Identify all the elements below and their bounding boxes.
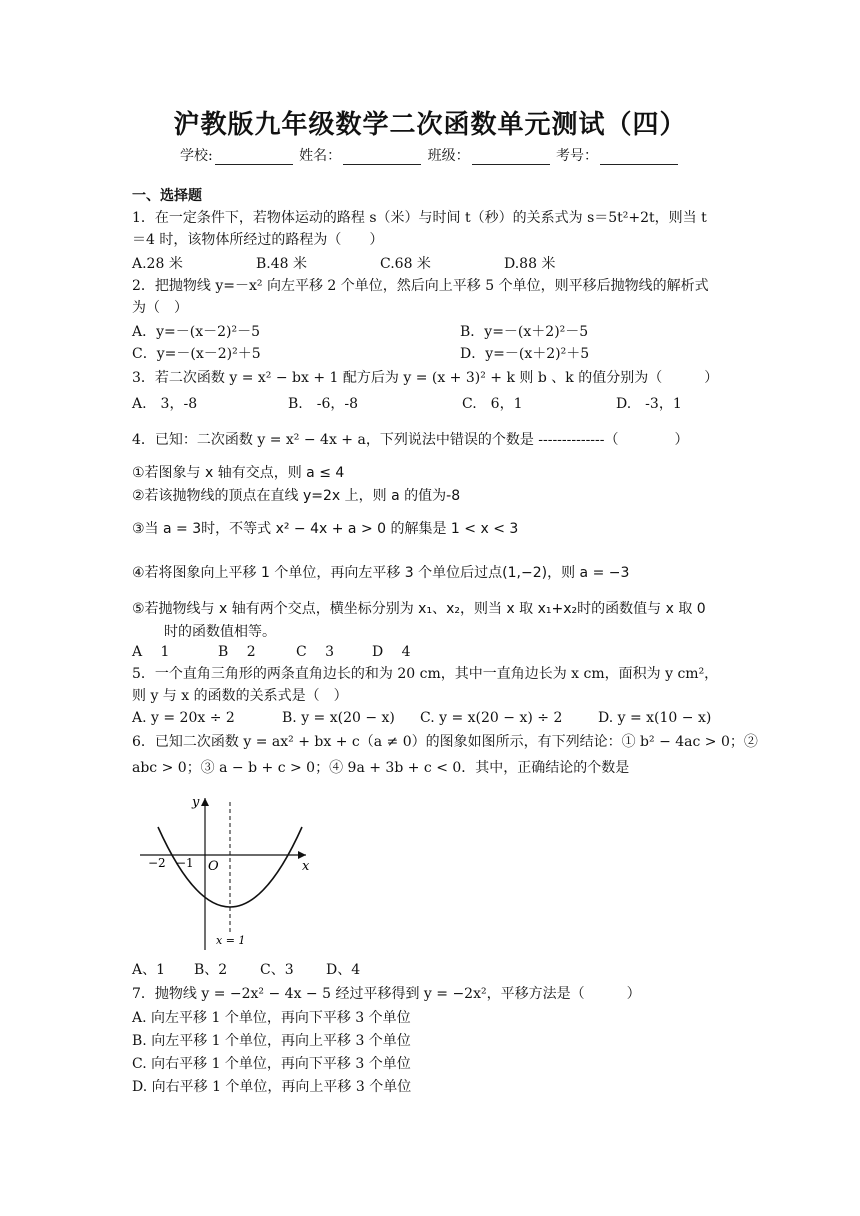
q1-option-d: D.88 米 xyxy=(504,256,556,272)
q2-option-b: B．y=－(x＋2)²－5 xyxy=(460,324,589,340)
q1-option-b: B.48 米 xyxy=(256,256,308,272)
class-label: 班级： xyxy=(427,148,470,164)
q6-option-b: B、2 xyxy=(194,962,228,978)
q5-option-c: C. y = x(20 − x) ÷ 2 xyxy=(420,710,563,726)
school-field[interactable] xyxy=(215,150,293,165)
q3-option-b: B. -6，-8 xyxy=(288,396,359,412)
q3-option-d: D. -3，1 xyxy=(616,396,682,412)
q1-stem-line2: ＝4 时，该物体所经过的路程为（ ） xyxy=(132,232,384,248)
origin-label: O xyxy=(208,859,219,874)
q2-stem-line2: 为（ ） xyxy=(132,300,188,316)
q6-stem-line2: abc > 0；③ a − b + c > 0；④ 9a + 3b + c < 0．其中，正确结论的个数是 xyxy=(132,760,630,776)
symmetry-axis-label: x = 1 xyxy=(216,934,246,947)
q1-option-a: A.28 米 xyxy=(132,256,183,272)
q6-option-a: A、1 xyxy=(132,962,166,978)
class-field[interactable] xyxy=(472,150,550,165)
q5-stem-line2: 则 y 与 x 的函数的关系式是（ ） xyxy=(132,688,348,704)
q4-stem: 4．已知：二次函数 y = x² − 4x + a，下列说法中错误的个数是 --------------（ ） xyxy=(132,432,689,448)
q4-statement-2: ②若该抛物线的顶点在直线 y=2x 上，则 a 的值为-8 xyxy=(132,488,461,504)
q7-option-d: D. 向右平移 1 个单位，再向上平移 3 个单位 xyxy=(132,1079,412,1095)
q4-option-a: A 1 xyxy=(132,644,170,660)
q4-option-d: D 4 xyxy=(372,644,411,660)
page-title: 沪教版九年级数学二次函数单元测试（四） xyxy=(173,110,687,140)
q4-statement-5-line1: ⑤若抛物线与 x 轴有两个交点，横坐标分别为 x₁、x₂，则当 x 取 x₁+x₂时的函数值与 x 取 0 xyxy=(132,601,706,617)
q4-option-c: C 3 xyxy=(296,644,335,660)
section-heading: 一、选择题 xyxy=(132,188,202,204)
tick-label-neg1: −1 xyxy=(176,856,194,870)
q4-statement-5-line2: 时的函数值相等。 xyxy=(164,624,276,640)
q6-stem-line1: 6．已知二次函数 y = ax² + bx + c（a ≠ 0）的图象如图所示，有下列结论：① b² − 4ac > 0；② xyxy=(132,734,758,750)
q7-option-b: B. 向左平移 1 个单位，再向上平移 3 个单位 xyxy=(132,1033,411,1049)
q6-parabola-figure xyxy=(138,792,318,952)
q2-stem-line1: 2．把抛物线 y=－x² 向左平移 2 个单位，然后向上平移 5 个单位，则平移后抛物线的解析式 xyxy=(132,278,709,294)
q7-option-c: C. 向右平移 1 个单位，再向下平移 3 个单位 xyxy=(132,1056,411,1072)
q1-stem-line1: 1．在一定条件下，若物体运动的路程 s（米）与时间 t（秒）的关系式为 s＝5t²+2t，则当 t xyxy=(132,210,707,226)
q4-option-b: B 2 xyxy=(218,644,256,660)
student-info-line xyxy=(0,145,860,165)
q4-statement-4: ④若将图象向上平移 1 个单位，再向左平移 3 个单位后过点(1,−2)，则 a = −3 xyxy=(132,565,630,581)
q6-option-d: D、4 xyxy=(326,962,361,978)
name-field[interactable] xyxy=(343,150,421,165)
q2-option-c: C．y=－(x－2)²＋5 xyxy=(132,346,261,362)
q5-option-b: B. y = x(20 − x) xyxy=(282,710,395,726)
tick-label-neg2: −2 xyxy=(148,856,166,870)
number-label: 考号： xyxy=(556,148,599,164)
y-axis-arrow-icon xyxy=(201,798,209,806)
q7-stem: 7．抛物线 y = −2x² − 4x − 5 经过平移得到 y = −2x²，平移方法是（ ） xyxy=(132,986,641,1002)
q3-option-a: A. 3，-8 xyxy=(132,396,198,412)
q2-option-a: A．y=－(x－2)²－5 xyxy=(132,324,260,340)
q3-option-c: C. 6，1 xyxy=(462,396,523,412)
number-field[interactable] xyxy=(600,150,678,165)
y-axis-label: y xyxy=(192,795,200,810)
q7-option-a: A. 向左平移 1 个单位，再向下平移 3 个单位 xyxy=(132,1010,411,1026)
x-axis-arrow-icon xyxy=(298,851,306,859)
q2-option-d: D．y=－(x＋2)²＋5 xyxy=(460,346,590,362)
q5-stem-line1: 5．一个直角三角形的两条直角边长的和为 20 cm，其中一直角边长为 x cm，面积为 y cm²， xyxy=(132,666,719,682)
q1-option-c: C.68 米 xyxy=(380,256,431,272)
q5-option-a: A. y = 20x ÷ 2 xyxy=(132,710,235,726)
q6-option-c: C、3 xyxy=(260,962,294,978)
q3-stem: 3．若二次函数 y = x² − bx + 1 配方后为 y = (x + 3)² + k 则 b 、k 的值分别为（ ） xyxy=(132,370,719,386)
q5-option-d: D. y = x(10 − x) xyxy=(598,710,712,726)
q4-statement-3: ③当 a = 3时，不等式 x² − 4x + a > 0 的解集是 1 < x < 3 xyxy=(132,521,519,537)
name-label: 姓名： xyxy=(299,148,342,164)
q4-statement-1: ①若图象与 x 轴有交点，则 a ≤ 4 xyxy=(132,465,345,481)
school-label: 学校: xyxy=(179,148,213,164)
x-axis-label: x xyxy=(302,859,310,874)
